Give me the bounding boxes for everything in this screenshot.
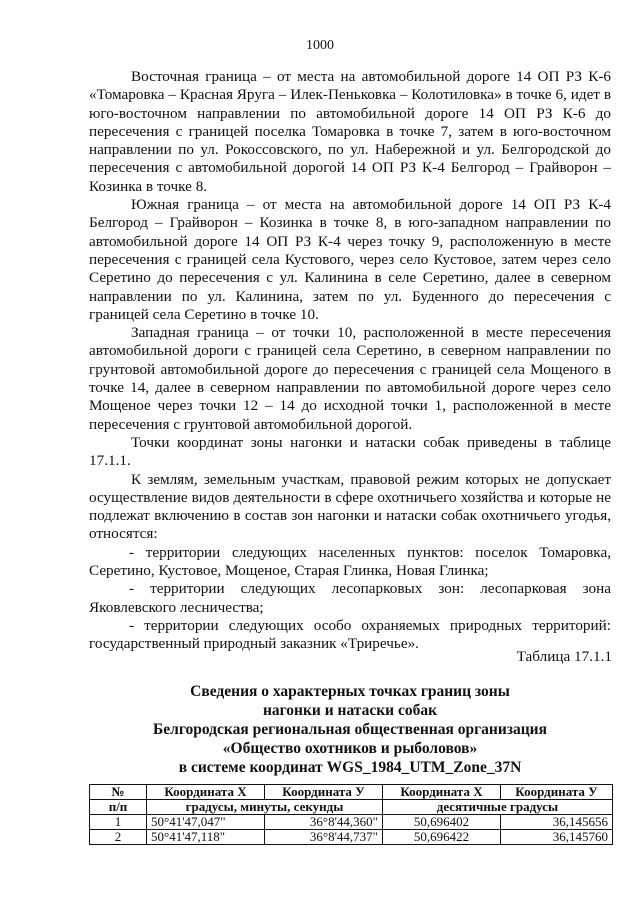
coordinates-table — [89, 784, 613, 845]
page-number: 1000 — [306, 38, 334, 53]
paragraph-exclusions: К землям, земельным участкам, правовой режим которых не допускает осуществление видов деятельности в сфере охотничьего хозяйства и которые не подлежат включению в состав зон нагонки и натаски собак охотничьего угодья, относятся: — [89, 470, 611, 543]
cell-y-dec: 36,145760 — [501, 830, 613, 845]
paragraph-south-boundary: Южная граница – от места на автомобильной дороге 14 ОП РЗ К-4 Белгород – Грайворон – Козинка в точке 8, в юго-западном направлении по автомобильной дороге 14 ОП РЗ К-4 через точку 9, расположенную в месте пересечения с границей села Кустового, через село Кустовое, затем через село Серетино до пересечения с ул. Калинина в селе Серетино, далее в северном направлении по ул. Калинина, затем по ул. Буденного до пересечения с границей села Серетино в точке 10. — [89, 196, 611, 323]
table-units-row — [90, 800, 613, 815]
cell-num: 2 — [90, 830, 147, 845]
table-title-line: Сведения о характерных точках границ зоны — [190, 683, 510, 700]
table-title-line: «Общество охотников и рыболовов» — [222, 740, 478, 757]
paragraph-points-reference: Точки координат зоны нагонки и натаски собак приведены в таблице 17.1.1. — [89, 433, 611, 470]
units-dms: градусы, минуты, секунды — [147, 800, 383, 815]
table-caption: Таблица 17.1.1 — [516, 648, 612, 665]
cell-x-dms: 50°41'47,047" — [147, 815, 265, 830]
table-header-row — [90, 785, 613, 800]
cell-x-dec: 50,696422 — [383, 830, 501, 845]
cell-y-dms: 36°8'44,737" — [265, 830, 383, 845]
table-title — [90, 682, 610, 777]
cell-y-dms: 36°8'44,360" — [265, 815, 383, 830]
table-row — [90, 815, 613, 830]
list-item-protected-areas: - территории следующих особо охраняемых природных территорий: государственный природный заказник «Триречье». — [89, 616, 611, 653]
cell-y-dec: 36,145656 — [501, 815, 613, 830]
header-y-dec: Координата У — [501, 785, 613, 800]
body-text — [89, 68, 611, 654]
header-num: № — [90, 785, 147, 800]
list-item-forest-zones: - территории следующих лесопарковых зон: лесопарковая зона Яковлевского лесничества; — [89, 580, 611, 616]
cell-x-dec: 50,696402 — [383, 815, 501, 830]
table-title-line: в системе координат WGS_1984_UTM_Zone_37N — [178, 759, 522, 776]
cell-num: 1 — [90, 815, 147, 830]
units-dec: десятичные градусы — [383, 800, 613, 815]
header-y-dms: Координата У — [265, 785, 383, 800]
header-x-dec: Координата X — [383, 785, 501, 800]
cell-x-dms: 50°41'47,118" — [147, 830, 265, 845]
paragraph-west-boundary: Западная граница – от точки 10, расположенной в месте пересечения автомобильной дороги с границей села Серетино, в северном направлении по грунтовой автомобильной дороге до пересечения с границей села Мощеного в точке 14, далее в северном направлении по автомобильной дороге через село Мощеное через точки 12 – 14 до исходной точки 1, расположенной в месте пересечения с грунтовой автомобильной дорогой. — [89, 324, 611, 433]
table-title-line: Белгородская региональная общественная организация — [153, 721, 547, 738]
header-num-sub: п/п — [90, 800, 147, 815]
table-row — [90, 830, 613, 845]
header-x-dms: Координата X — [147, 785, 265, 800]
list-item-settlements: - территории следующих населенных пунктов: поселок Томаровка, Серетино, Кустовое, Мощеное, Старая Глинка, Новая Глинка; — [89, 543, 611, 580]
table-title-line: нагонки и натаски собак — [262, 702, 438, 719]
paragraph-east-boundary: Восточная граница – от места на автомобильной дороге 14 ОП РЗ К-6 «Томаровка – Красная Яруга – Илек-Пеньковка – Колотиловка» в точке 6, идет в юго-восточном направлении по автомобильной дороге 14 ОП РЗ К-6 до пересечения с границей поселка Томаровка в точке 7, затем в юго-восточном направлении по ул. Рокоссовского, по ул. Набережной и ул. Белгородской до пересечения с автомобильной дорогой 14 ОП РЗ К-4 Белгород – Грайворон – Козинка в точке 8. — [89, 68, 611, 195]
